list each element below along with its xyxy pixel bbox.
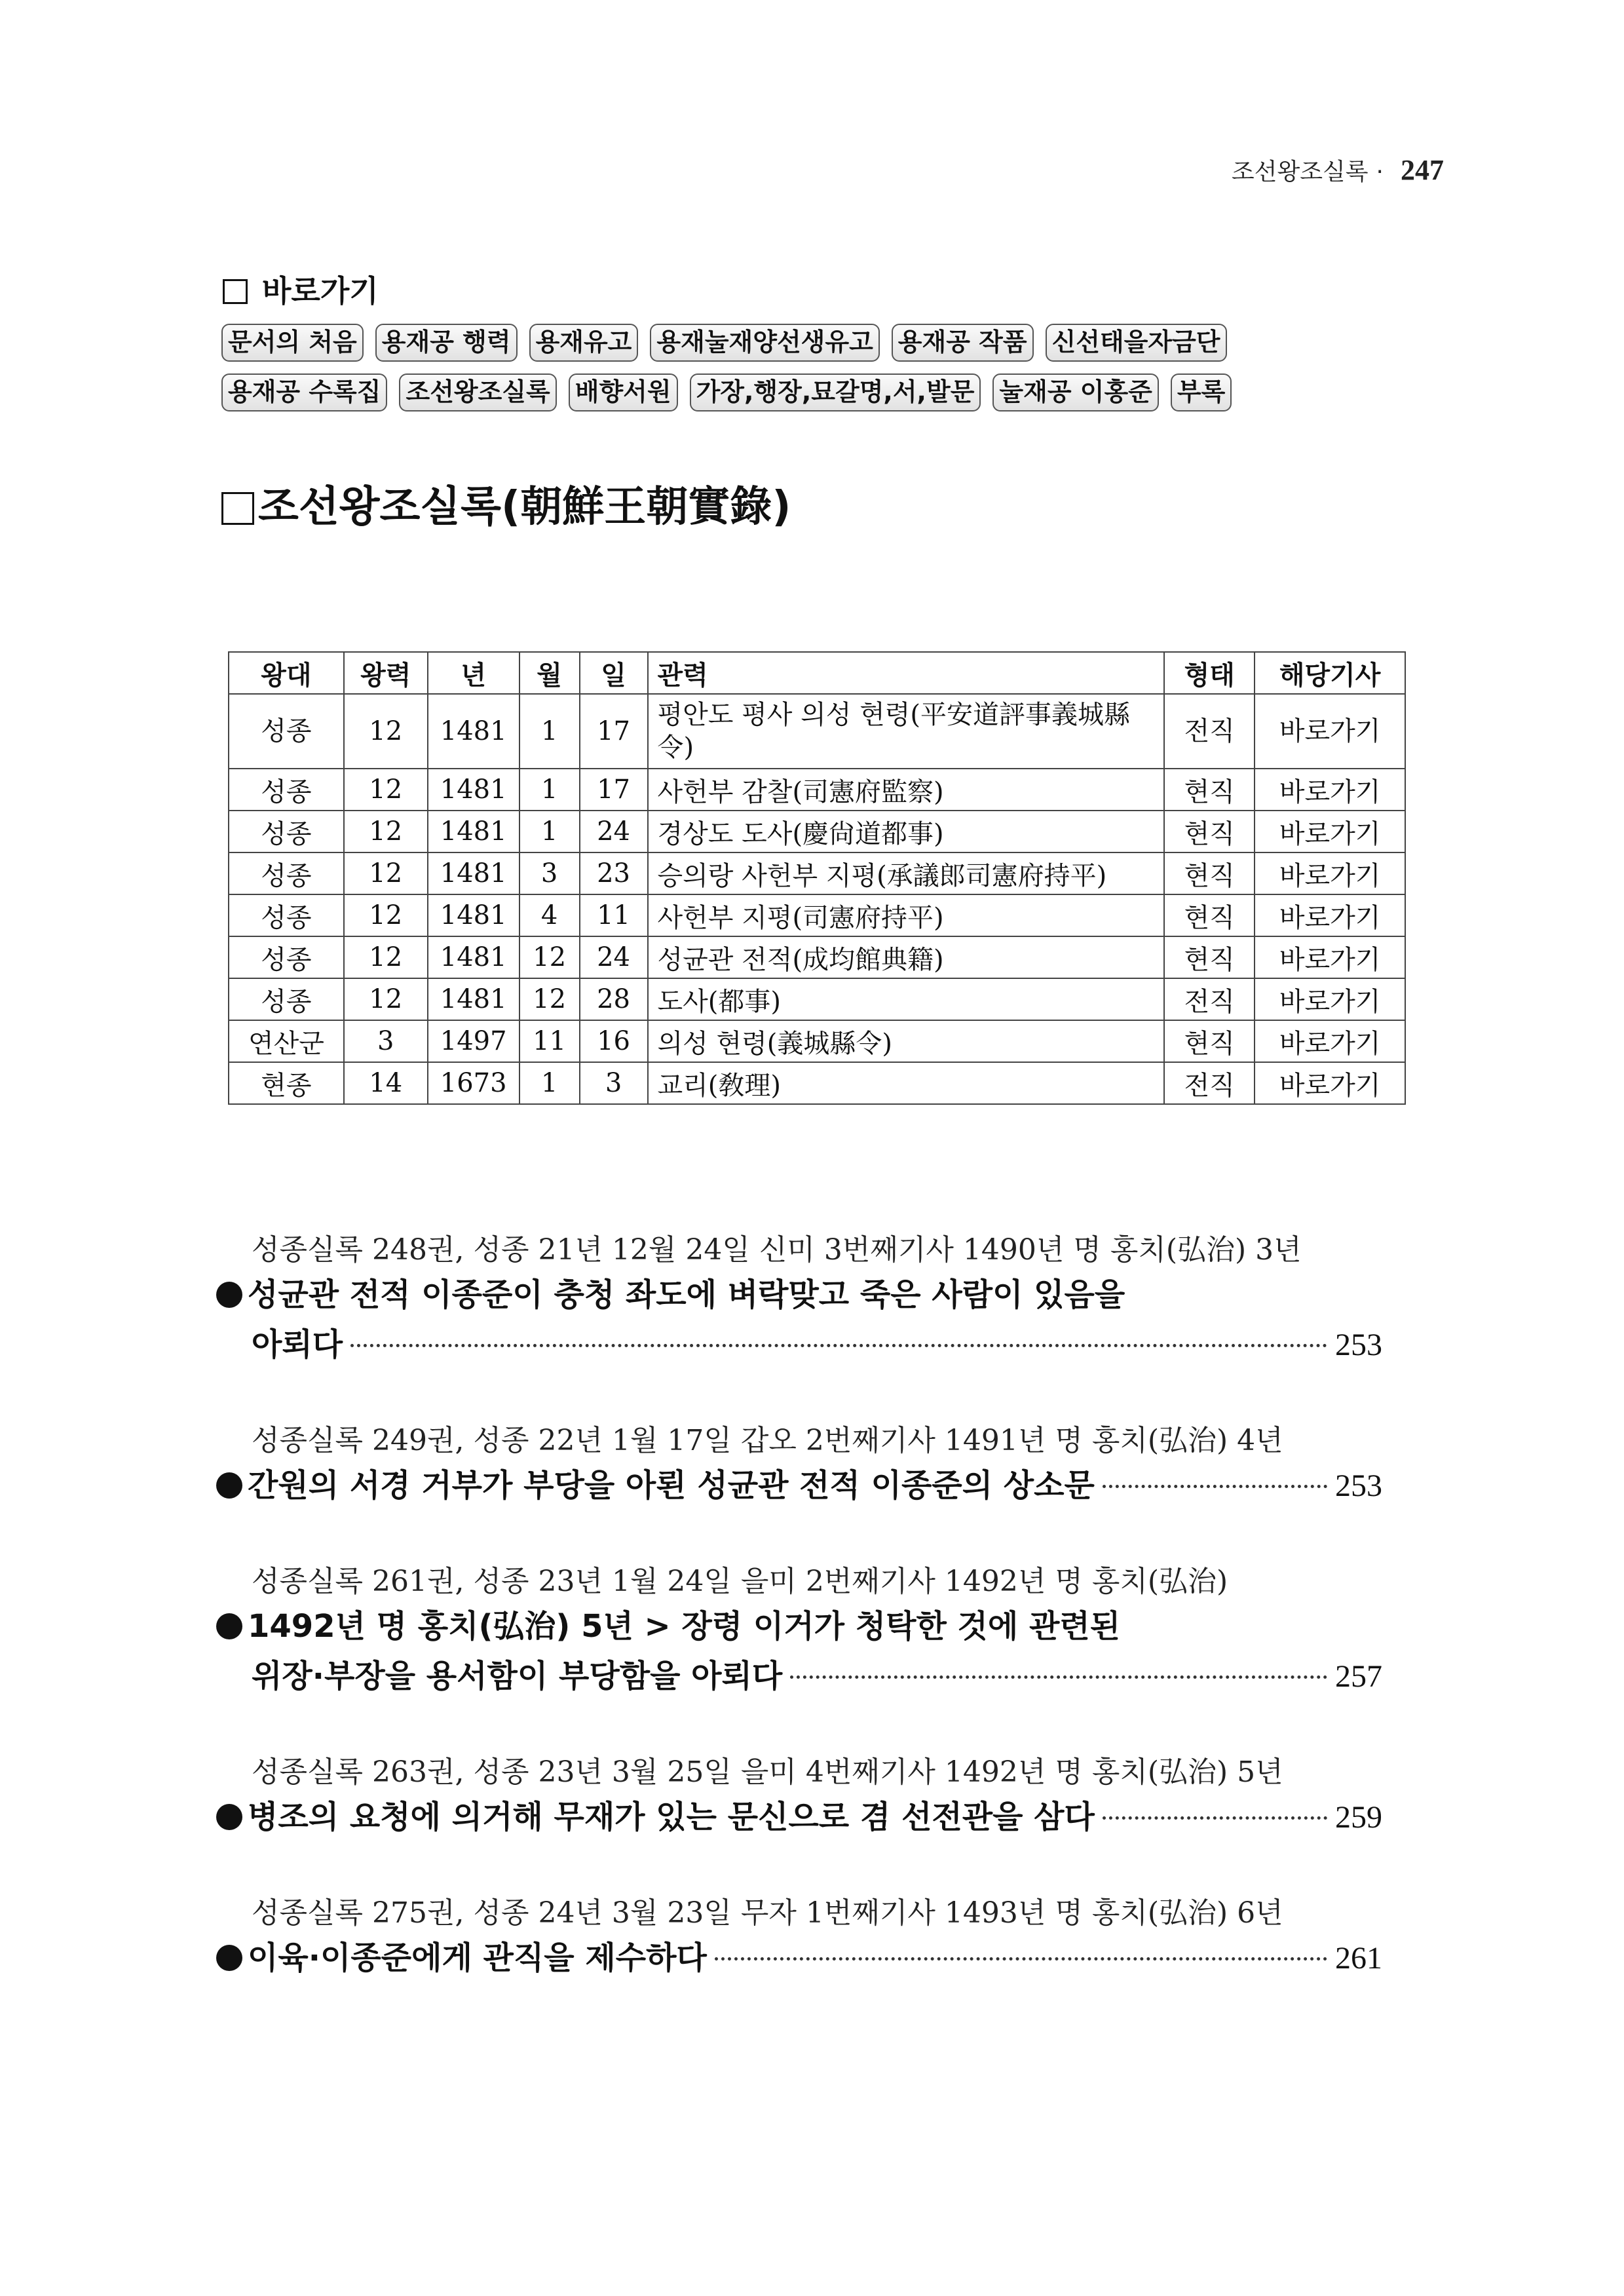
cell-year: 1481: [428, 936, 519, 978]
entry-title: 1492년 명 홍치(弘治) 5년 > 장령 이거가 청탁한 것에 관련된: [248, 1608, 1121, 1645]
entry-title: 이육·이종준에게 관직을 제수하다: [248, 1940, 707, 1976]
annals-entry: [216, 1753, 1382, 1843]
annals-entry: [216, 1421, 1382, 1511]
entry-source: 성종실록 263권, 성종 23년 3월 25일 을미 4번째기사 1492년 명 홍치(弘治) 5년: [252, 1755, 1283, 1789]
table-row: [229, 894, 1405, 936]
entry-page-number: 253: [1335, 1468, 1382, 1503]
cell-reign: 성종: [229, 769, 344, 811]
table-row: [229, 769, 1405, 811]
annals-entry: [216, 1894, 1382, 1983]
bullet-icon: [216, 1804, 242, 1830]
cell-reign-year: 12: [344, 894, 428, 936]
cell-reign-year: 12: [344, 811, 428, 852]
nav-button-two-scholars-yugo[interactable]: 용재눌재양선생유고: [650, 324, 879, 362]
cell-type: 현직: [1164, 769, 1255, 811]
cell-month: 1: [519, 1062, 580, 1104]
quicknav-row-2: [221, 373, 1243, 411]
nav-button-works[interactable]: 용재공 작품: [892, 324, 1034, 362]
col-header-year: 년: [428, 652, 519, 694]
cell-article-link[interactable]: 바로가기: [1255, 978, 1405, 1020]
table-row: [229, 936, 1405, 978]
entry-title-line[interactable]: [216, 1461, 1382, 1511]
cell-day: 23: [580, 852, 648, 894]
nav-button-sinseon-taeeul[interactable]: 신선태을자금단: [1046, 324, 1227, 362]
cell-office: 사헌부 감찰(司憲府監察): [648, 769, 1165, 811]
entry-page-number: 261: [1335, 1941, 1382, 1976]
running-head-title: 조선왕조실록: [1231, 159, 1369, 185]
cell-type: 전직: [1164, 978, 1255, 1020]
entry-title-line[interactable]: [216, 1601, 1382, 1651]
entry-title-line[interactable]: [216, 1270, 1382, 1320]
page-number: 247: [1401, 154, 1444, 186]
cell-article-link[interactable]: 바로가기: [1255, 894, 1405, 936]
entry-title-line[interactable]: [216, 1792, 1382, 1843]
cell-type: 현직: [1164, 811, 1255, 852]
nav-button-document-start[interactable]: 문서의 처음: [221, 324, 364, 362]
cell-day: 11: [580, 894, 648, 936]
cell-month: 4: [519, 894, 580, 936]
cell-year: 1481: [428, 811, 519, 852]
cell-type: 현직: [1164, 852, 1255, 894]
cell-year: 1673: [428, 1062, 519, 1104]
table-row: [229, 1062, 1405, 1104]
bullet-icon: [216, 1945, 242, 1971]
col-header-month: 월: [519, 652, 580, 694]
cell-article-link[interactable]: 바로가기: [1255, 769, 1405, 811]
col-header-article: 해당기사: [1255, 652, 1405, 694]
table-row: [229, 852, 1405, 894]
cell-reign-year: 3: [344, 1020, 428, 1062]
cell-article-link[interactable]: 바로가기: [1255, 936, 1405, 978]
cell-reign-year: 12: [344, 769, 428, 811]
cell-office: 평안도 평사 의성 현령(平安道評事義城縣令): [648, 694, 1165, 769]
table-row: [229, 1020, 1405, 1062]
cell-reign: 성종: [229, 936, 344, 978]
cell-day: 24: [580, 936, 648, 978]
quicknav-heading-label: 바로가기: [262, 273, 379, 309]
entry-title-line-continued[interactable]: [216, 1651, 1382, 1702]
cell-reign: 성종: [229, 811, 344, 852]
col-header-day: 일: [580, 652, 648, 694]
entry-title: 병조의 요청에 의거해 무재가 있는 문신으로 겸 선전관을 삼다: [248, 1799, 1095, 1835]
entry-title: 성균관 전적 이종준이 충청 좌도에 벼락맞고 죽은 사람이 있음을: [248, 1276, 1125, 1313]
cell-reign: 현종: [229, 1062, 344, 1104]
entry-page-number: 259: [1335, 1800, 1382, 1835]
cell-type: 현직: [1164, 1020, 1255, 1062]
cell-article-link[interactable]: 바로가기: [1255, 852, 1405, 894]
cell-reign: 연산군: [229, 1020, 344, 1062]
quicknav-heading: [223, 267, 379, 311]
cell-reign-year: 14: [344, 1062, 428, 1104]
col-header-reign: 왕대: [229, 652, 344, 694]
cell-month: 12: [519, 978, 580, 1020]
dot-leader: [790, 1675, 1327, 1679]
table-row: [229, 694, 1405, 769]
cell-reign: 성종: [229, 694, 344, 769]
cell-month: 11: [519, 1020, 580, 1062]
dot-leader: [1103, 1816, 1327, 1820]
nav-button-annals[interactable]: 조선왕조실록: [399, 373, 556, 411]
cell-day: 3: [580, 1062, 648, 1104]
entry-source: 성종실록 249권, 성종 22년 1월 17일 갑오 2번째기사 1491년 명 홍치(弘治) 4년: [252, 1424, 1283, 1457]
nav-button-seowon[interactable]: 배향서원: [569, 373, 678, 411]
nav-button-collections[interactable]: 용재공 수록집: [221, 373, 387, 411]
nav-button-yongjae-yugo[interactable]: 용재유고: [529, 324, 639, 362]
cell-month: 12: [519, 936, 580, 978]
cell-month: 3: [519, 852, 580, 894]
cell-year: 1481: [428, 769, 519, 811]
entry-source: 성종실록 248권, 성종 21년 12월 24일 신미 3번째기사 1490년 명 홍치(弘治) 3년: [252, 1233, 1302, 1267]
cell-reign-year: 12: [344, 694, 428, 769]
page-title: [221, 473, 791, 533]
table-header-row: [229, 652, 1405, 694]
title-square-icon: [221, 492, 254, 525]
nav-button-appendix[interactable]: 부록: [1171, 373, 1232, 411]
cell-year: 1481: [428, 694, 519, 769]
cell-office: 성균관 전적(成均館典籍): [648, 936, 1165, 978]
checkbox-square-icon: [223, 279, 248, 304]
cell-year: 1481: [428, 852, 519, 894]
cell-article-link[interactable]: 바로가기: [1255, 694, 1405, 769]
cell-reign: 성종: [229, 852, 344, 894]
entry-title: 간원의 서경 거부가 부당을 아뢴 성균관 전적 이종준의 상소문: [248, 1467, 1095, 1504]
running-head-separator: ·: [1376, 159, 1384, 185]
nav-button-career[interactable]: 용재공 행력: [375, 324, 518, 362]
cell-office: 사헌부 지평(司憲府持平): [648, 894, 1165, 936]
running-head: [1232, 153, 1444, 187]
cell-office: 경상도 도사(慶尙道都事): [648, 811, 1165, 852]
cell-type: 현직: [1164, 936, 1255, 978]
entry-title-line[interactable]: [216, 1933, 1382, 1983]
cell-day: 17: [580, 694, 648, 769]
cell-type: 전직: [1164, 1062, 1255, 1104]
cell-office: 승의랑 사헌부 지평(承議郎司憲府持平): [648, 852, 1165, 894]
bullet-icon: [216, 1472, 242, 1499]
cell-day: 16: [580, 1020, 648, 1062]
cell-month: 1: [519, 769, 580, 811]
annals-entry: [216, 1562, 1382, 1702]
cell-office: 교리(敎理): [648, 1062, 1165, 1104]
dot-leader: [1103, 1485, 1327, 1488]
entry-title-continued: 위장·부장을 용서함이 부당함을 아뢰다: [252, 1658, 783, 1694]
entry-source: 성종실록 275권, 성종 24년 3월 23일 무자 1번째기사 1493년 명 홍치(弘治) 6년: [252, 1896, 1283, 1930]
entry-title-line-continued[interactable]: [216, 1320, 1382, 1370]
cell-year: 1481: [428, 978, 519, 1020]
entry-source: 성종실록 261권, 성종 23년 1월 24일 을미 2번째기사 1492년 명 홍치(弘治): [252, 1565, 1228, 1598]
nav-button-nuljae[interactable]: 눌재공 이홍준: [992, 373, 1158, 411]
nav-button-family-records[interactable]: 가장,행장,묘갈명,서,발문: [690, 373, 981, 411]
cell-article-link[interactable]: 바로가기: [1255, 1062, 1405, 1104]
cell-year: 1481: [428, 894, 519, 936]
cell-article-link[interactable]: 바로가기: [1255, 1020, 1405, 1062]
cell-month: 1: [519, 811, 580, 852]
cell-type: 전직: [1164, 694, 1255, 769]
quicknav-row-1: [221, 324, 1239, 362]
bullet-icon: [216, 1282, 242, 1308]
dot-leader: [350, 1344, 1327, 1347]
cell-day: 17: [580, 769, 648, 811]
entry-page-number: 257: [1335, 1659, 1382, 1694]
cell-reign: 성종: [229, 894, 344, 936]
dot-leader: [715, 1957, 1327, 1961]
cell-reign-year: 12: [344, 852, 428, 894]
cell-month: 1: [519, 694, 580, 769]
cell-reign: 성종: [229, 978, 344, 1020]
col-header-reign-year: 왕력: [344, 652, 428, 694]
cell-year: 1497: [428, 1020, 519, 1062]
cell-office: 도사(都事): [648, 978, 1165, 1020]
col-header-office: 관력: [648, 652, 1165, 694]
entry-page-number: 253: [1335, 1328, 1382, 1362]
cell-office: 의성 현령(義城縣令): [648, 1020, 1165, 1062]
cell-reign-year: 12: [344, 936, 428, 978]
table-row: [229, 978, 1405, 1020]
cell-day: 28: [580, 978, 648, 1020]
page-title-text: 조선왕조실록(朝鮮王朝實錄): [258, 483, 791, 531]
col-header-type: 형태: [1164, 652, 1255, 694]
cell-day: 24: [580, 811, 648, 852]
entry-title-continued: 아뢰다: [252, 1326, 343, 1363]
annals-entry-list: [216, 1231, 1382, 2035]
cell-article-link[interactable]: 바로가기: [1255, 811, 1405, 852]
annals-entry: [216, 1231, 1382, 1370]
bullet-icon: [216, 1613, 242, 1639]
cell-type: 현직: [1164, 894, 1255, 936]
table-row: [229, 811, 1405, 852]
career-table: [228, 651, 1406, 1105]
cell-reign-year: 12: [344, 978, 428, 1020]
